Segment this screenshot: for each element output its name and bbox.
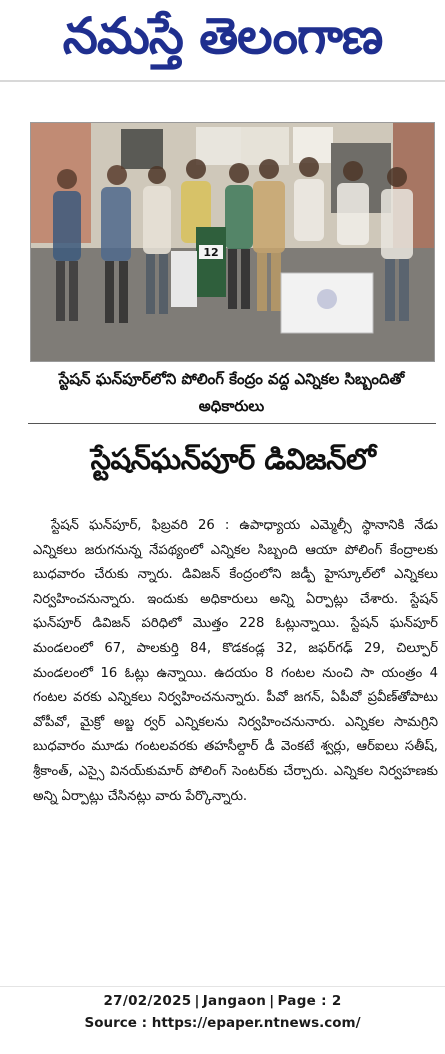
footer-source-url[interactable]: https://epaper.ntnews.com/ [151,1015,361,1031]
masthead-divider [0,80,445,82]
footer-edition-line: 27/02/2025 | Jangaon | Page : 2 [103,993,342,1009]
newspaper-masthead: నమస్తే తెలంగాణ [62,6,383,65]
news-photo-illustration [31,123,434,361]
caption-divider [28,423,436,424]
footer-divider [0,986,445,987]
photo-caption: స్టేషన్ ఘన్‌పూర్‌లోని పోలింగ్ కేంద్రం వద్ద ఎన్నికల సిబ్బందితో అధికారులు [58,370,405,415]
footer-date: 27/02/2025 [103,993,192,1009]
article-headline: స్టేషన్‌ఘన్‌పూర్ డివిజన్‌లో [90,442,376,476]
footer-source-label: Source : [84,1015,147,1031]
footer-page: Page : 2 [277,993,342,1009]
page-footer [0,990,445,1034]
ballot-box-label: 12 [203,246,219,259]
footer-city: Jangaon [202,993,267,1009]
article-body: స్టేషన్ ఘన్‌పూర్, ఫిబ్రవరి 26 : ఉపాధ్యాయ ఎమ్మెల్సీ స్థానానికి నేడు ఎన్నికలు జరుగనున్న నేపథ్యంలో ఎన్నికల సిబ్బంది ఆయా పోలింగ్ కేంద్రాలకు బుధవారం చేరుకు న్నారు. డివిజన్ కేంద్రంలోని జడ్పీ హైస్కూల్‌లో ఎన్నికలు నిర్వహించనున్నారు. ఇందుకు అధికారులు అన్ని ఏర్పాట్లు చేశారు. స్టేషన్ ఘన్‌పూర్ డివిజన్ పరిధిలో మొత్తం 228 ఓట్లున్నాయి. స్టేషన్ ఘన్‌పూర్ మండలంలో 67, పాలకుర్తి 84, కొడకండ్ల 32, జఫర్‌గఢ్ 29, చిల్పూర్ మండలంలో 16 ఓట్లు ఉన్నాయి. ఉదయం 8 గంటల నుంచి సా యంత్రం 4 గంటల వరకు ఎన్నికలు నిర్వహించనున్నారు. పీవో జగన్, ఏపీవో ప్రవీణ్‌తోపాటు వోపీవో, మైక్రో అబ్జ ర్వర్ ఎన్నికలను నిర్వహించనునారు. ఎన్నికల సామగ్రిని బుధవారం మూడు గంటలవరకు తహసీల్దార్ డీ వెంకటే శ్వర్లు, ఆర్‌ఐలు సతీష్, శ్రీకాంత్, ఎస్సై వినయ్‌కుమార్ పోలింగ్ సెంటర్‌కు చేర్చారు. ఎన్నికల నిర్వహణకు అన్ని ఏర్పాట్లు చేసినట్లు వారు పేర్కొన్నారు. [33,518,438,804]
news-photo [30,122,435,362]
footer-source-line [0,1012,445,1034]
